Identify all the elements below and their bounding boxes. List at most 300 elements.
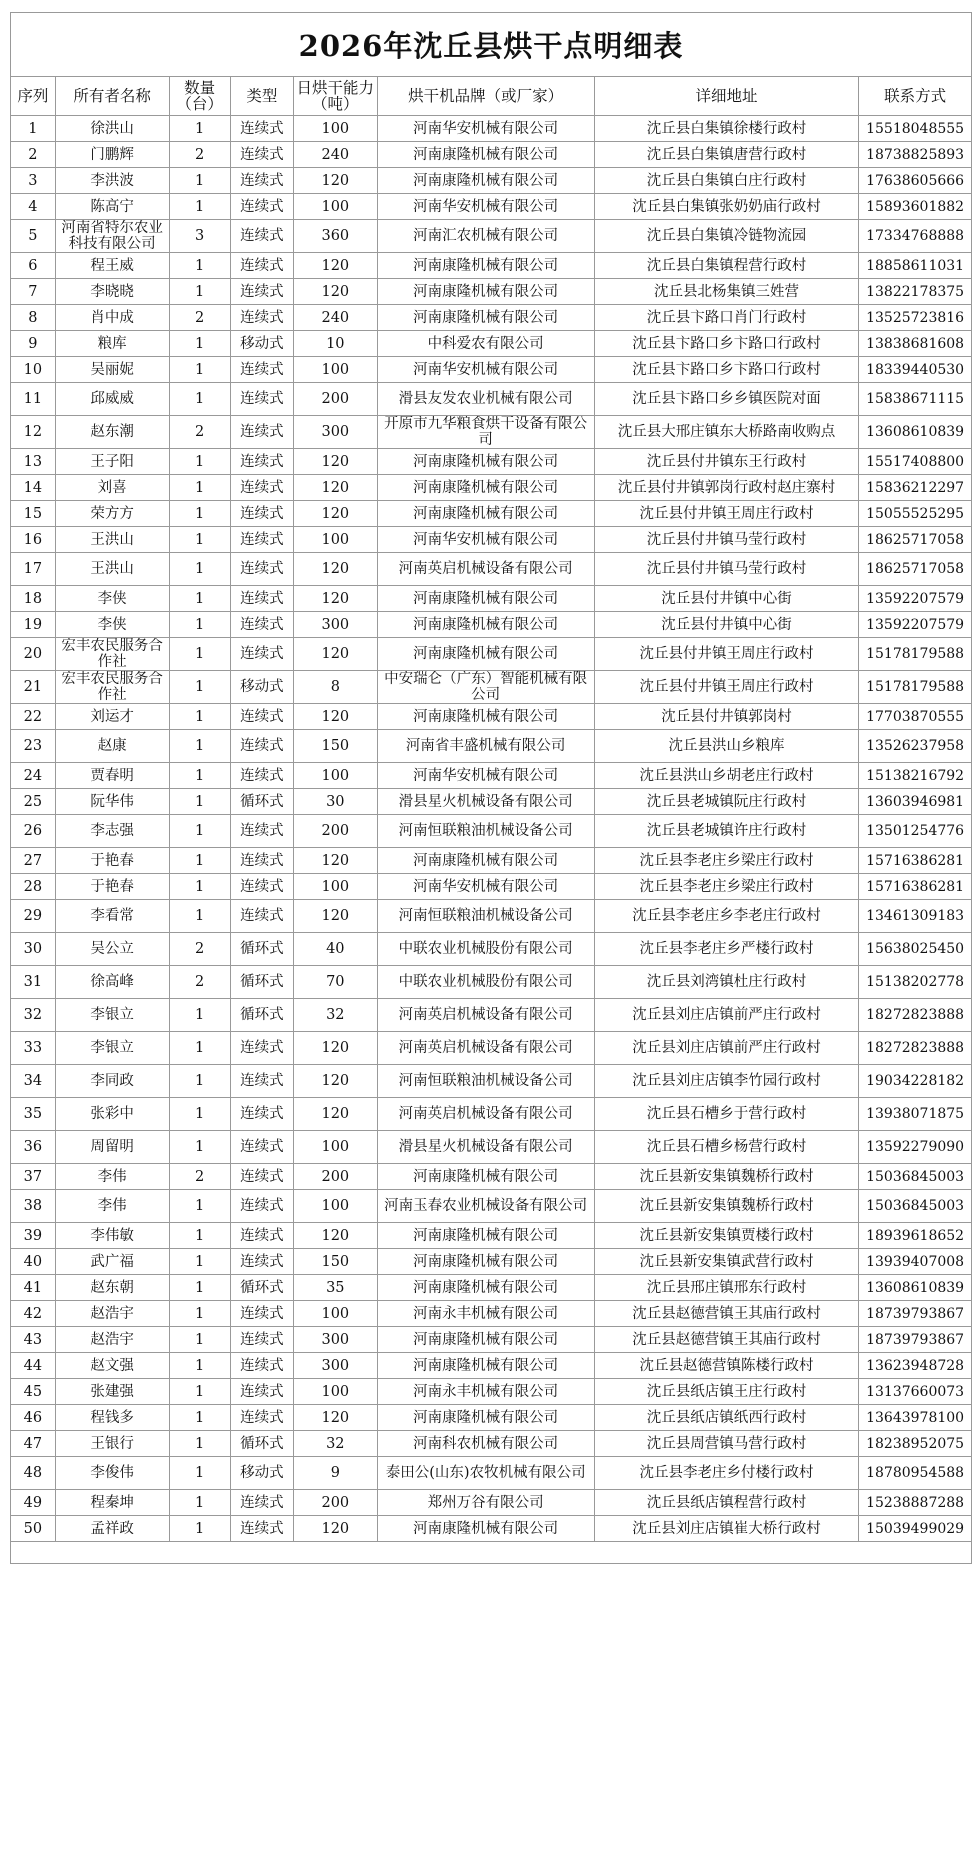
cell-type: 连续式: [230, 1131, 293, 1164]
cell-count: 1: [169, 527, 230, 553]
cell-count: 2: [169, 305, 230, 331]
cell-brand: 中联农业机械股份有限公司: [377, 966, 594, 999]
cell-owner: 邱威威: [55, 383, 169, 416]
cell-address: 沈丘县周营镇马营行政村: [594, 1431, 858, 1457]
cell-seq: 37: [11, 1164, 56, 1190]
cell-count: 1: [169, 848, 230, 874]
table-row: [11, 1327, 972, 1353]
table-row: [11, 331, 972, 357]
cell-brand: 中联农业机械股份有限公司: [377, 933, 594, 966]
cell-contact: 18939618652: [859, 1223, 972, 1249]
cell-address: 沈丘县李老庄乡李老庄行政村: [594, 900, 858, 933]
cell-contact: 15138216792: [859, 763, 972, 789]
cell-owner: 李俊伟: [55, 1457, 169, 1490]
cell-seq: 47: [11, 1431, 56, 1457]
table-row: [11, 279, 972, 305]
cell-brand: 泰田公(山东)农牧机械有限公司: [377, 1457, 594, 1490]
cell-brand: 滑县友发农业机械有限公司: [377, 383, 594, 416]
cell-seq: 29: [11, 900, 56, 933]
cell-contact: 15518048555: [859, 116, 972, 142]
cell-seq: 40: [11, 1249, 56, 1275]
cell-type: 连续式: [230, 1032, 293, 1065]
cell-count: 1: [169, 1327, 230, 1353]
title-box: [10, 12, 972, 76]
table-row: [11, 1098, 972, 1131]
cell-type: 连续式: [230, 1190, 293, 1223]
cell-address: 沈丘县洪山乡胡老庄行政村: [594, 763, 858, 789]
cell-seq: 36: [11, 1131, 56, 1164]
cell-type: 连续式: [230, 874, 293, 900]
cell-owner: 孟祥政: [55, 1516, 169, 1542]
cell-owner: 河南省特尔农业科技有限公司: [55, 220, 169, 253]
table-row: [11, 527, 972, 553]
cell-capacity: 32: [294, 999, 377, 1032]
cell-seq: 27: [11, 848, 56, 874]
cell-brand: 中科爱农有限公司: [377, 331, 594, 357]
cell-owner: 王洪山: [55, 527, 169, 553]
table-row: [11, 900, 972, 933]
cell-owner: 李侠: [55, 586, 169, 612]
cell-capacity: 360: [294, 220, 377, 253]
cell-owner: 程秦坤: [55, 1490, 169, 1516]
cell-capacity: 200: [294, 383, 377, 416]
cell-seq: 8: [11, 305, 56, 331]
cell-brand: 河南康隆机械有限公司: [377, 142, 594, 168]
header-count: 数量（台）: [169, 77, 230, 116]
cell-contact: 15716386281: [859, 848, 972, 874]
cell-count: 1: [169, 194, 230, 220]
cell-contact: 18739793867: [859, 1327, 972, 1353]
cell-capacity: 200: [294, 1490, 377, 1516]
cell-seq: 22: [11, 704, 56, 730]
cell-address: 沈丘县卞路口乡卞路口行政村: [594, 357, 858, 383]
cell-owner: 赵文强: [55, 1353, 169, 1379]
table-row: [11, 416, 972, 449]
cell-brand: 河南英启机械设备有限公司: [377, 553, 594, 586]
cell-address: 沈丘县老城镇许庄行政村: [594, 815, 858, 848]
cell-seq: 4: [11, 194, 56, 220]
cell-owner: 刘喜: [55, 475, 169, 501]
cell-seq: 50: [11, 1516, 56, 1542]
cell-seq: 46: [11, 1405, 56, 1431]
cell-brand: 河南英启机械设备有限公司: [377, 999, 594, 1032]
cell-owner: 程钱多: [55, 1405, 169, 1431]
cell-owner: 肖中成: [55, 305, 169, 331]
cell-contact: 13525723816: [859, 305, 972, 331]
cell-capacity: 120: [294, 253, 377, 279]
cell-type: 连续式: [230, 1164, 293, 1190]
cell-brand: 河南康隆机械有限公司: [377, 1275, 594, 1301]
cell-address: 沈丘县李老庄乡付楼行政村: [594, 1457, 858, 1490]
cell-address: 沈丘县李老庄乡梁庄行政村: [594, 848, 858, 874]
cell-capacity: 120: [294, 1405, 377, 1431]
table-row: [11, 1131, 972, 1164]
cell-capacity: 240: [294, 142, 377, 168]
cell-owner: 李银立: [55, 1032, 169, 1065]
cell-address: 沈丘县新安集镇魏桥行政村: [594, 1190, 858, 1223]
table-row: [11, 116, 972, 142]
cell-owner: 宏丰农民服务合作社: [55, 671, 169, 704]
table-row: [11, 1516, 972, 1542]
cell-brand: 河南康隆机械有限公司: [377, 501, 594, 527]
cell-capacity: 120: [294, 704, 377, 730]
table-row: [11, 194, 972, 220]
cell-contact: 13137660073: [859, 1379, 972, 1405]
cell-count: 1: [169, 1032, 230, 1065]
cell-capacity: 150: [294, 730, 377, 763]
cell-count: 1: [169, 638, 230, 671]
cell-brand: 河南恒联粮油机械设备公司: [377, 815, 594, 848]
cell-type: 连续式: [230, 1516, 293, 1542]
cell-address: 沈丘县刘庄店镇李竹园行政村: [594, 1065, 858, 1098]
cell-address: 沈丘县付井镇中心街: [594, 612, 858, 638]
cell-seq: 12: [11, 416, 56, 449]
cell-type: 循环式: [230, 1275, 293, 1301]
cell-count: 2: [169, 1164, 230, 1190]
table-row: [11, 305, 972, 331]
cell-owner: 陈高宁: [55, 194, 169, 220]
cell-address: 沈丘县卞路口乡卞路口行政村: [594, 331, 858, 357]
cell-type: 循环式: [230, 966, 293, 999]
cell-type: 连续式: [230, 1327, 293, 1353]
dryer-table-sheet: [10, 12, 972, 1564]
cell-type: 循环式: [230, 999, 293, 1032]
cell-contact: 13608610839: [859, 416, 972, 449]
table-row: [11, 220, 972, 253]
cell-address: 沈丘县新安集镇武营行政村: [594, 1249, 858, 1275]
cell-contact: 15036845003: [859, 1164, 972, 1190]
page-title: 2026年沈丘县烘干点明细表: [298, 29, 684, 63]
cell-capacity: 120: [294, 1032, 377, 1065]
table-row: [11, 1249, 972, 1275]
cell-type: 移动式: [230, 1457, 293, 1490]
cell-capacity: 120: [294, 848, 377, 874]
cell-contact: 15055525295: [859, 501, 972, 527]
cell-contact: 15836212297: [859, 475, 972, 501]
cell-type: 循环式: [230, 933, 293, 966]
dryer-table: [10, 76, 972, 1542]
cell-owner: 王洪山: [55, 553, 169, 586]
cell-capacity: 120: [294, 586, 377, 612]
cell-address: 沈丘县石槽乡于营行政村: [594, 1098, 858, 1131]
cell-seq: 19: [11, 612, 56, 638]
header-contact: 联系方式: [859, 77, 972, 116]
cell-address: 沈丘县付井镇马莹行政村: [594, 553, 858, 586]
cell-count: 1: [169, 1098, 230, 1131]
cell-owner: 李看常: [55, 900, 169, 933]
cell-capacity: 100: [294, 1379, 377, 1405]
table-row: [11, 638, 972, 671]
cell-address: 沈丘县付井镇中心街: [594, 586, 858, 612]
cell-seq: 32: [11, 999, 56, 1032]
cell-address: 沈丘县白集镇白庄行政村: [594, 168, 858, 194]
cell-count: 1: [169, 116, 230, 142]
cell-contact: 18625717058: [859, 553, 972, 586]
table-header-row: [11, 77, 972, 116]
cell-seq: 26: [11, 815, 56, 848]
cell-capacity: 120: [294, 553, 377, 586]
cell-count: 1: [169, 1131, 230, 1164]
cell-owner: 徐洪山: [55, 116, 169, 142]
cell-address: 沈丘县白集镇冷链物流园: [594, 220, 858, 253]
cell-owner: 赵康: [55, 730, 169, 763]
cell-brand: 河南康隆机械有限公司: [377, 612, 594, 638]
table-row: [11, 966, 972, 999]
cell-type: 移动式: [230, 331, 293, 357]
cell-brand: 河南康隆机械有限公司: [377, 586, 594, 612]
cell-capacity: 200: [294, 1164, 377, 1190]
cell-type: 连续式: [230, 357, 293, 383]
header-capacity: 日烘干能力（吨）: [294, 77, 377, 116]
cell-count: 1: [169, 1275, 230, 1301]
cell-capacity: 120: [294, 1516, 377, 1542]
cell-type: 连续式: [230, 168, 293, 194]
cell-address: 沈丘县赵德营镇陈楼行政村: [594, 1353, 858, 1379]
cell-contact: 18339440530: [859, 357, 972, 383]
cell-type: 连续式: [230, 704, 293, 730]
cell-contact: 18272823888: [859, 999, 972, 1032]
cell-type: 连续式: [230, 449, 293, 475]
cell-count: 2: [169, 416, 230, 449]
cell-brand: 河南康隆机械有限公司: [377, 1516, 594, 1542]
cell-capacity: 120: [294, 1065, 377, 1098]
cell-type: 连续式: [230, 612, 293, 638]
cell-brand: 河南康隆机械有限公司: [377, 1405, 594, 1431]
cell-contact: 13938071875: [859, 1098, 972, 1131]
cell-contact: 18272823888: [859, 1032, 972, 1065]
cell-count: 1: [169, 704, 230, 730]
cell-count: 1: [169, 253, 230, 279]
cell-address: 沈丘县付井镇王周庄行政村: [594, 638, 858, 671]
cell-type: 循环式: [230, 1431, 293, 1457]
cell-count: 1: [169, 874, 230, 900]
cell-capacity: 240: [294, 305, 377, 331]
cell-type: 连续式: [230, 416, 293, 449]
cell-count: 1: [169, 1249, 230, 1275]
cell-brand: 河南康隆机械有限公司: [377, 279, 594, 305]
cell-brand: 河南玉春农业机械设备有限公司: [377, 1190, 594, 1223]
cell-address: 沈丘县刘庄店镇前严庄行政村: [594, 1032, 858, 1065]
cell-address: 沈丘县白集镇徐楼行政村: [594, 116, 858, 142]
table-row: [11, 553, 972, 586]
cell-seq: 15: [11, 501, 56, 527]
cell-count: 1: [169, 586, 230, 612]
cell-contact: 13603946981: [859, 789, 972, 815]
cell-capacity: 10: [294, 331, 377, 357]
cell-contact: 19034228182: [859, 1065, 972, 1098]
cell-address: 沈丘县卞路口乡乡镇医院对面: [594, 383, 858, 416]
cell-type: 移动式: [230, 671, 293, 704]
cell-capacity: 100: [294, 1301, 377, 1327]
cell-address: 沈丘县刘庄店镇崔大桥行政村: [594, 1516, 858, 1542]
cell-owner: 赵浩宇: [55, 1327, 169, 1353]
cell-address: 沈丘县纸店镇纸西行政村: [594, 1405, 858, 1431]
table-row: [11, 1379, 972, 1405]
cell-address: 沈丘县新安集镇贾楼行政村: [594, 1223, 858, 1249]
cell-capacity: 300: [294, 612, 377, 638]
cell-brand: 河南康隆机械有限公司: [377, 1327, 594, 1353]
cell-type: 连续式: [230, 763, 293, 789]
cell-seq: 6: [11, 253, 56, 279]
cell-brand: 河南华安机械有限公司: [377, 874, 594, 900]
cell-capacity: 100: [294, 357, 377, 383]
table-row: [11, 848, 972, 874]
cell-type: 循环式: [230, 789, 293, 815]
cell-type: 连续式: [230, 1353, 293, 1379]
cell-seq: 5: [11, 220, 56, 253]
cell-brand: 河南康隆机械有限公司: [377, 168, 594, 194]
cell-address: 沈丘县付井镇东王行政村: [594, 449, 858, 475]
cell-count: 1: [169, 357, 230, 383]
cell-contact: 13501254776: [859, 815, 972, 848]
cell-capacity: 120: [294, 900, 377, 933]
cell-brand: 河南华安机械有限公司: [377, 357, 594, 383]
cell-address: 沈丘县李老庄乡梁庄行政村: [594, 874, 858, 900]
cell-owner: 李银立: [55, 999, 169, 1032]
cell-type: 连续式: [230, 1490, 293, 1516]
cell-type: 连续式: [230, 305, 293, 331]
cell-capacity: 200: [294, 815, 377, 848]
cell-brand: 开原市九华粮食烘干设备有限公司: [377, 416, 594, 449]
cell-contact: 13643978100: [859, 1405, 972, 1431]
cell-seq: 2: [11, 142, 56, 168]
cell-brand: 中安瑞仑（广东）智能机械有限公司: [377, 671, 594, 704]
cell-owner: 李伟: [55, 1190, 169, 1223]
cell-brand: 河南康隆机械有限公司: [377, 1249, 594, 1275]
cell-address: 沈丘县刘庄店镇前严庄行政村: [594, 999, 858, 1032]
cell-brand: 河南康隆机械有限公司: [377, 253, 594, 279]
cell-capacity: 120: [294, 279, 377, 305]
cell-type: 连续式: [230, 553, 293, 586]
cell-count: 1: [169, 1457, 230, 1490]
table-row: [11, 874, 972, 900]
cell-contact: 18858611031: [859, 253, 972, 279]
table-row: [11, 253, 972, 279]
cell-address: 沈丘县赵德营镇王其庙行政村: [594, 1327, 858, 1353]
cell-type: 连续式: [230, 1098, 293, 1131]
cell-count: 1: [169, 612, 230, 638]
cell-address: 沈丘县付井镇郭岗行政村赵庄寨村: [594, 475, 858, 501]
cell-count: 1: [169, 383, 230, 416]
cell-seq: 31: [11, 966, 56, 999]
cell-seq: 45: [11, 1379, 56, 1405]
cell-address: 沈丘县纸店镇王庄行政村: [594, 1379, 858, 1405]
cell-address: 沈丘县白集镇张奶奶庙行政村: [594, 194, 858, 220]
cell-owner: 李侠: [55, 612, 169, 638]
cell-seq: 49: [11, 1490, 56, 1516]
cell-seq: 39: [11, 1223, 56, 1249]
cell-contact: 15838671115: [859, 383, 972, 416]
cell-type: 连续式: [230, 475, 293, 501]
cell-capacity: 35: [294, 1275, 377, 1301]
cell-contact: 13592207579: [859, 586, 972, 612]
cell-brand: 河南康隆机械有限公司: [377, 1223, 594, 1249]
cell-owner: 周留明: [55, 1131, 169, 1164]
footer-strip: [10, 1542, 972, 1564]
cell-owner: 李同政: [55, 1065, 169, 1098]
cell-type: 连续式: [230, 848, 293, 874]
table-row: [11, 1457, 972, 1490]
cell-capacity: 300: [294, 416, 377, 449]
cell-address: 沈丘县纸店镇程营行政村: [594, 1490, 858, 1516]
cell-seq: 10: [11, 357, 56, 383]
cell-brand: 河南省丰盛机械有限公司: [377, 730, 594, 763]
cell-brand: 河南康隆机械有限公司: [377, 1164, 594, 1190]
cell-type: 连续式: [230, 383, 293, 416]
cell-owner: 李志强: [55, 815, 169, 848]
cell-owner: 刘运才: [55, 704, 169, 730]
cell-contact: 18238952075: [859, 1431, 972, 1457]
cell-type: 连续式: [230, 586, 293, 612]
header-seq: 序列: [11, 77, 56, 116]
cell-type: 连续式: [230, 220, 293, 253]
cell-seq: 17: [11, 553, 56, 586]
cell-count: 2: [169, 142, 230, 168]
cell-seq: 41: [11, 1275, 56, 1301]
cell-owner: 李伟: [55, 1164, 169, 1190]
cell-contact: 13608610839: [859, 1275, 972, 1301]
cell-contact: 15039499029: [859, 1516, 972, 1542]
cell-address: 沈丘县老城镇阮庄行政村: [594, 789, 858, 815]
cell-type: 连续式: [230, 1379, 293, 1405]
cell-owner: 吴丽妮: [55, 357, 169, 383]
cell-seq: 1: [11, 116, 56, 142]
table-row: [11, 168, 972, 194]
cell-type: 连续式: [230, 1301, 293, 1327]
cell-seq: 42: [11, 1301, 56, 1327]
cell-owner: 程王威: [55, 253, 169, 279]
cell-address: 沈丘县卞路口肖门行政村: [594, 305, 858, 331]
cell-owner: 吴公立: [55, 933, 169, 966]
cell-brand: 河南科农机械有限公司: [377, 1431, 594, 1457]
cell-capacity: 150: [294, 1249, 377, 1275]
cell-owner: 于艳春: [55, 874, 169, 900]
cell-brand: 河南康隆机械有限公司: [377, 1353, 594, 1379]
cell-capacity: 120: [294, 501, 377, 527]
cell-seq: 7: [11, 279, 56, 305]
cell-address: 沈丘县白集镇程营行政村: [594, 253, 858, 279]
cell-brand: 河南华安机械有限公司: [377, 763, 594, 789]
table-row: [11, 1301, 972, 1327]
cell-address: 沈丘县白集镇唐营行政村: [594, 142, 858, 168]
cell-owner: 于艳春: [55, 848, 169, 874]
cell-type: 连续式: [230, 900, 293, 933]
cell-capacity: 120: [294, 449, 377, 475]
cell-capacity: 100: [294, 1190, 377, 1223]
cell-contact: 15238887288: [859, 1490, 972, 1516]
cell-count: 1: [169, 671, 230, 704]
cell-capacity: 120: [294, 638, 377, 671]
cell-capacity: 100: [294, 874, 377, 900]
cell-brand: 郑州万谷有限公司: [377, 1490, 594, 1516]
cell-count: 1: [169, 730, 230, 763]
cell-seq: 16: [11, 527, 56, 553]
cell-count: 1: [169, 1223, 230, 1249]
cell-count: 1: [169, 1405, 230, 1431]
cell-contact: 13939407008: [859, 1249, 972, 1275]
cell-brand: 河南汇农机械有限公司: [377, 220, 594, 253]
table-row: [11, 704, 972, 730]
header-address: 详细地址: [594, 77, 858, 116]
cell-type: 连续式: [230, 638, 293, 671]
cell-count: 1: [169, 815, 230, 848]
cell-count: 1: [169, 1353, 230, 1379]
cell-type: 连续式: [230, 501, 293, 527]
cell-contact: 17334768888: [859, 220, 972, 253]
cell-address: 沈丘县付井镇王周庄行政村: [594, 671, 858, 704]
cell-brand: 河南华安机械有限公司: [377, 116, 594, 142]
cell-contact: 13838681608: [859, 331, 972, 357]
